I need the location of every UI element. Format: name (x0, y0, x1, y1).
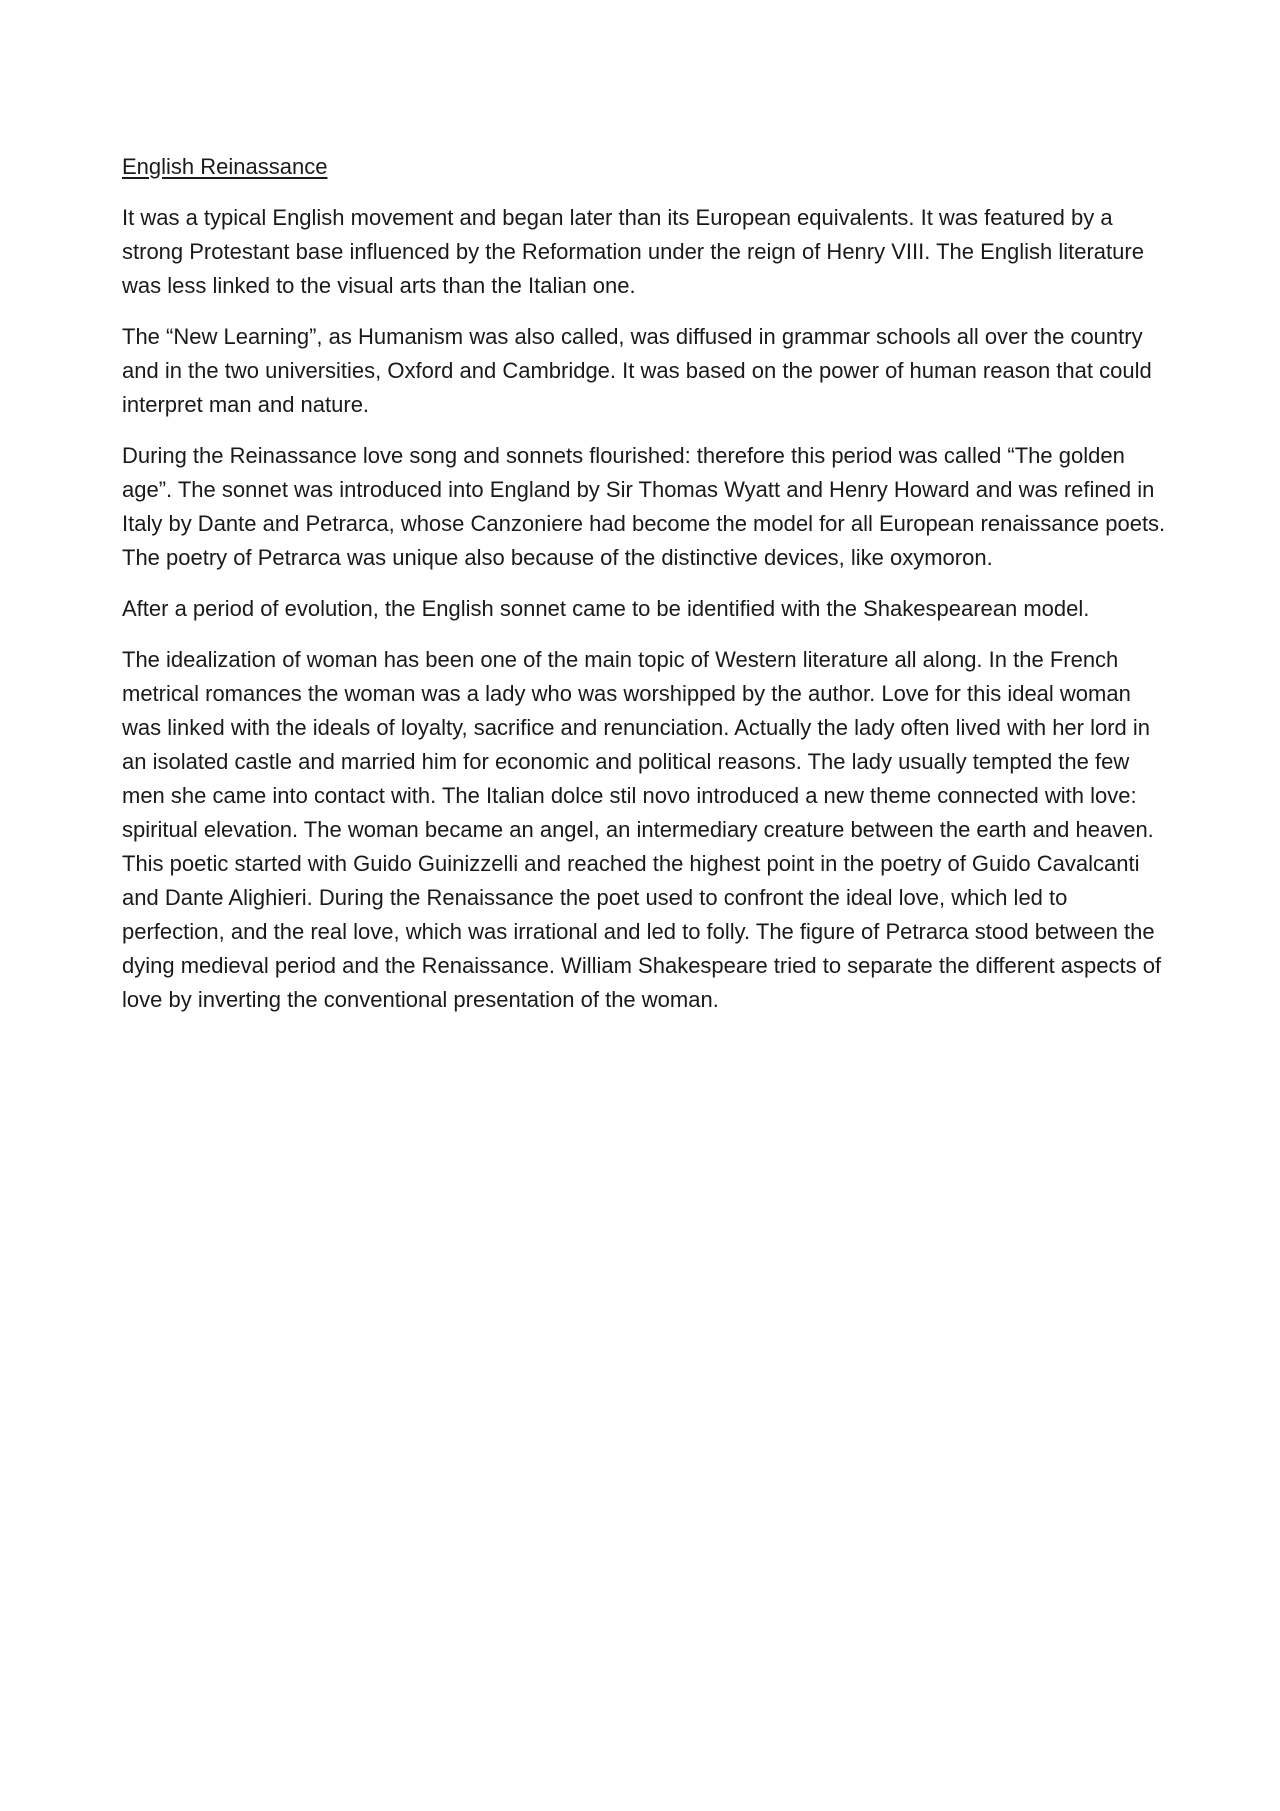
paragraph-1: It was a typical English movement and began later than its European equivalents. It was featured by a strong Protestant base influenced by the Reformation under the reign of Henry VIII. The English literature was less linked to the visual arts than the Italian one. (122, 205, 1144, 298)
paragraph-4: After a period of evolution, the English sonnet came to be identified with the Shakespearean model. (122, 596, 1090, 621)
paragraph-5: The idealization of woman has been one of the main topic of Western literature all along. In the French metrical romances the woman was a lady who was worshipped by the author. Love for this ideal woman was linked with the ideals of loyalty, sacrifice and renunciation. Actually the lady often lived with her lord in an isolated castle and married him for economic and political reasons. The lady usually tempted the few men she came into contact with. The Italian dolce stil novo introduced a new theme connected with love: spiritual elevation. The woman became an angel, an intermediary creature between the earth and heaven. This poetic started with Guido Guinizzelli and reached the highest point in the poetry of Guido Cavalcanti and Dante Alighieri. During the Renaissance the poet used to confront the ideal love, which led to perfection, and the real love, which was irrational and led to folly. The figure of Petrarca stood between the dying medieval period and the Renaissance. William Shakespeare tried to separate the different aspects of love by inverting the conventional presentation of the woman. (122, 647, 1162, 1012)
document-body (122, 150, 1172, 1034)
document-heading: English Reinassance (122, 154, 328, 179)
paragraph-3: During the Reinassance love song and sonnets flourished: therefore this period was called “The golden age”. The sonnet was introduced into England by Sir Thomas Wyatt and Henry Howard and was refined in Italy by Dante and Petrarca, whose Canzoniere had become the model for all European renaissance poets. The poetry of Petrarca was unique also because of the distinctive devices, like oxymoron. (122, 443, 1166, 570)
paragraph-2: The “New Learning”, as Humanism was also called, was diffused in grammar schools all over the country and in the two universities, Oxford and Cambridge. It was based on the power of human reason that could interpret man and nature. (122, 324, 1152, 417)
